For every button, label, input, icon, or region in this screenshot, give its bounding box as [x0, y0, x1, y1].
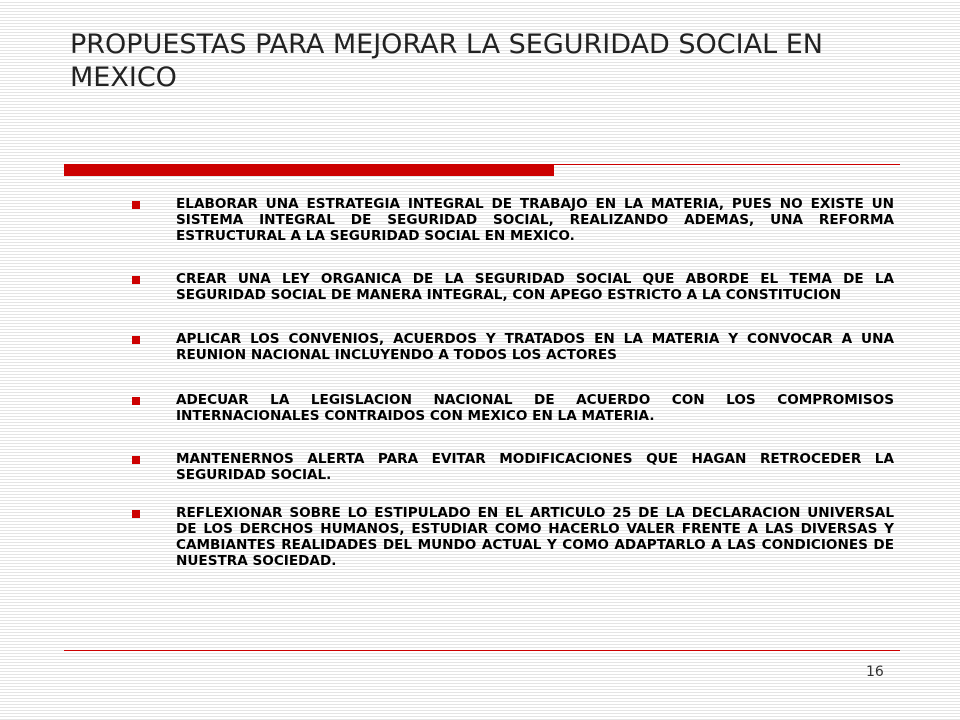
slide-title: PROPUESTAS PARA MEJORAR LA SEGURIDAD SOCIAL EN MEXICO — [70, 29, 823, 93]
list-item-text: REFLEXIONAR SOBRE LO ESTIPULADO EN EL ARTICULO 25 DE LA DECLARACION UNIVERSAL DE LOS DERCHOS HUMANOS, ESTUDIAR COMO HACERLO VALER FRENTE A LAS DIVERSAS Y CAMBIANTES REALIDADES DEL MUNDO ACTUAL Y COMO ADAPTARLO A LAS CONDICIONES DE NUESTRA SOCIEDAD. — [176, 505, 894, 569]
square-bullet-icon — [132, 336, 140, 344]
list-item — [130, 196, 894, 244]
title-accent-bar — [64, 164, 554, 176]
square-bullet-icon — [132, 456, 140, 464]
list-item-text: CREAR UNA LEY ORGANICA DE LA SEGURIDAD SOCIAL QUE ABORDE EL TEMA DE LA SEGURIDAD SOCIAL DE MANERA INTEGRAL, CON APEGO ESTRICTO A LA CONSTITUCION — [176, 271, 894, 303]
list-item — [130, 392, 894, 424]
square-bullet-icon — [132, 276, 140, 284]
list-item-text: ADECUAR LA LEGISLACION NACIONAL DE ACUERDO CON LOS COMPROMISOS INTERNACIONALES CONTRAIDOS CON MEXICO EN LA MATERIA. — [176, 392, 894, 424]
square-bullet-icon — [132, 397, 140, 405]
list-item-text: MANTENERNOS ALERTA PARA EVITAR MODIFICACIONES QUE HAGAN RETROCEDER LA SEGURIDAD SOCIAL. — [176, 451, 894, 483]
proposal-list — [130, 196, 894, 596]
list-item — [130, 331, 894, 363]
list-item — [130, 271, 894, 303]
title-divider-line — [554, 164, 900, 165]
list-item — [130, 505, 894, 569]
footer-divider-line — [64, 650, 900, 651]
square-bullet-icon — [132, 510, 140, 518]
list-item-text: APLICAR LOS CONVENIOS, ACUERDOS Y TRATADOS EN LA MATERIA Y CONVOCAR A UNA REUNION NACIONAL INCLUYENDO A TODOS LOS ACTORES — [176, 331, 894, 363]
list-item — [130, 451, 894, 483]
square-bullet-icon — [132, 201, 140, 209]
list-item-text: ELABORAR UNA ESTRATEGIA INTEGRAL DE TRABAJO EN LA MATERIA, PUES NO EXISTE UN SISTEMA INTEGRAL DE SEGURIDAD SOCIAL, REALIZANDO ADEMAS, UNA REFORMA ESTRUCTURAL A LA SEGURIDAD SOCIAL EN MEXICO. — [176, 196, 894, 244]
page-number: 16 — [866, 664, 884, 680]
